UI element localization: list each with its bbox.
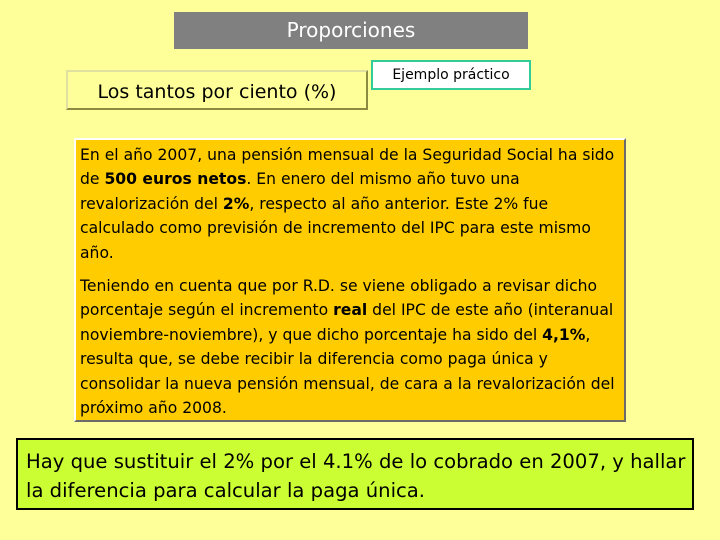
slide-subtitle: Los tantos por ciento (%) bbox=[66, 70, 368, 110]
conclusion-box: Hay que sustituir el 2% por el 4.1% de lo cobrado en 2007, y hallar la diferencia para calcular la paga única. bbox=[16, 438, 694, 510]
paragraph-text: , resulta que, se debe recibir la diferencia como paga única y consolidar la nueva pensión mensual, de cara a la revalorización del próximo año 2008. bbox=[80, 325, 615, 418]
amount-highlight: 500 euros netos bbox=[104, 170, 247, 189]
real-highlight: real bbox=[333, 301, 368, 320]
problem-paragraph-1 bbox=[80, 143, 618, 265]
paragraph-text: del IPC de este año (interanual noviembre-noviembre), y que dicho porcentaje ha sido del bbox=[80, 301, 614, 344]
paragraph-text: Teniendo en cuenta que por R.D. se viene obligado a revisar dicho porcentaje según el incremento bbox=[80, 277, 598, 320]
percentage-highlight: 4,1% bbox=[542, 325, 586, 344]
example-tag: Ejemplo práctico bbox=[371, 60, 531, 90]
paragraph-text: , respecto al año anterior. Este 2% fue calculado como previsión de incremento del IPC para este mismo año. bbox=[80, 194, 591, 262]
slide-title: Proporciones bbox=[174, 12, 528, 49]
percentage-highlight: 2% bbox=[222, 194, 250, 213]
problem-statement-panel bbox=[74, 138, 626, 422]
paragraph-text: En el año 2007, una pensión mensual de la Seguridad Social ha sido de bbox=[80, 146, 615, 189]
paragraph-text: . En enero del mismo año tuvo una revalorización del bbox=[80, 170, 520, 213]
problem-paragraph-2 bbox=[80, 274, 618, 420]
